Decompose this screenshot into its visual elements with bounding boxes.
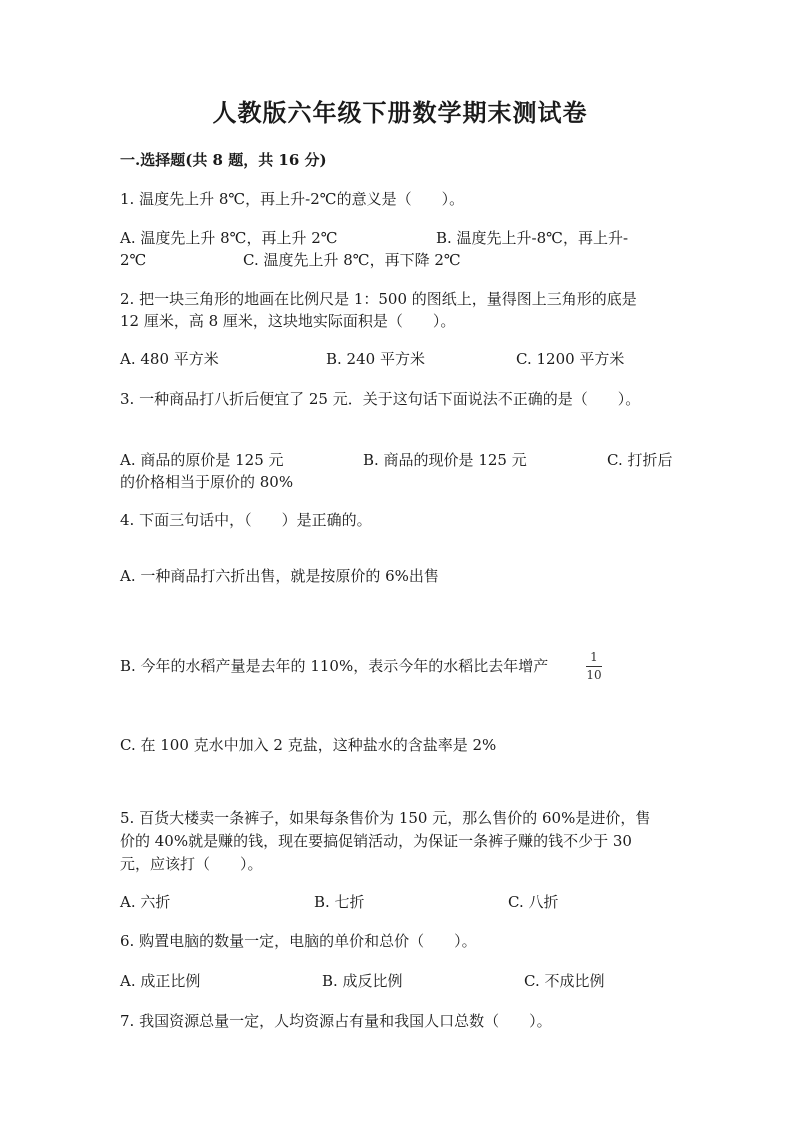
question-6-stem: 6. 购置电脑的数量一定，电脑的单价和总价（ ）。 (120, 932, 477, 950)
q3-option-a: A. 商品的原价是 125 元 (120, 451, 284, 469)
q5-option-b: B. 七折 (314, 893, 365, 911)
q2-option-c: C. 1200 平方米 (516, 350, 625, 368)
question-2-stem-line-1: 2. 把一块三角形的地画在比例尺是 1：500 的图纸上，量得图上三角形的底是 (120, 290, 637, 308)
q6-option-c: C. 不成比例 (524, 972, 605, 990)
question-1-stem: 1. 温度先上升 8℃，再上升-2℃的意义是（ ）。 (120, 190, 465, 208)
question-5-stem-line-2: 价的 40%就是赚的钱，现在要搞促销活动，为保证一条裤子赚的钱不少于 30 (120, 832, 632, 850)
fraction-bar (586, 666, 602, 667)
q1-option-b: B. 温度先上升-8℃，再上升- (436, 229, 629, 247)
q3-option-b: B. 商品的现价是 125 元 (363, 451, 527, 469)
q3-option-c: C. 打折后 (607, 451, 673, 469)
q6-option-b: B. 成反比例 (322, 972, 403, 990)
question-2-stem-line-2: 12 厘米，高 8 厘米，这块地实际面积是（ ）。 (120, 312, 456, 330)
question-3-stem: 3. 一种商品打八折后便宜了 25 元．关于这句话下面说法不正确的是（ ）。 (120, 390, 641, 408)
q5-option-c: C. 八折 (508, 893, 559, 911)
q6-option-a: A. 成正比例 (120, 972, 201, 990)
q4-option-a: A. 一种商品打六折出售，就是按原价的 6%出售 (120, 567, 439, 585)
q1-option-c: C. 温度先上升 8℃，再下降 2℃ (243, 251, 461, 269)
q1-option-b-continued: 2℃ (120, 251, 147, 269)
fraction-numerator: 1 (590, 650, 598, 664)
q4-option-c: C. 在 100 克水中加入 2 克盐，这种盐水的含盐率是 2% (120, 736, 497, 754)
q4-option-b: B. 今年的水稻产量是去年的 110%，表示今年的水稻比去年增产 (120, 657, 549, 675)
question-4-stem: 4. 下面三句话中，（ ）是正确的。 (120, 511, 372, 529)
question-7-stem: 7. 我国资源总量一定，人均资源占有量和我国人口总数（ ）。 (120, 1012, 552, 1030)
section-heading: 一.选择题(共 8 题，共 16 分) (120, 151, 327, 169)
q2-option-b: B. 240 平方米 (326, 350, 425, 368)
page-title: 人教版六年级下册数学期末测试卷 (212, 98, 588, 127)
q2-option-a: A. 480 平方米 (120, 350, 219, 368)
question-5-stem-line-1: 5. 百货大楼卖一条裤子，如果每条售价为 150 元，那么售价的 60%是进价，售 (120, 809, 651, 827)
q3-option-c-continued: 的价格相当于原价的 80% (120, 473, 294, 491)
fraction-one-tenth (584, 650, 604, 682)
q5-option-a: A. 六折 (120, 893, 171, 911)
fraction-denominator: 10 (586, 668, 602, 682)
q1-option-a: A. 温度先上升 8℃，再上升 2℃ (120, 229, 338, 247)
question-5-stem-line-3: 元，应该打（ ）。 (120, 855, 263, 873)
